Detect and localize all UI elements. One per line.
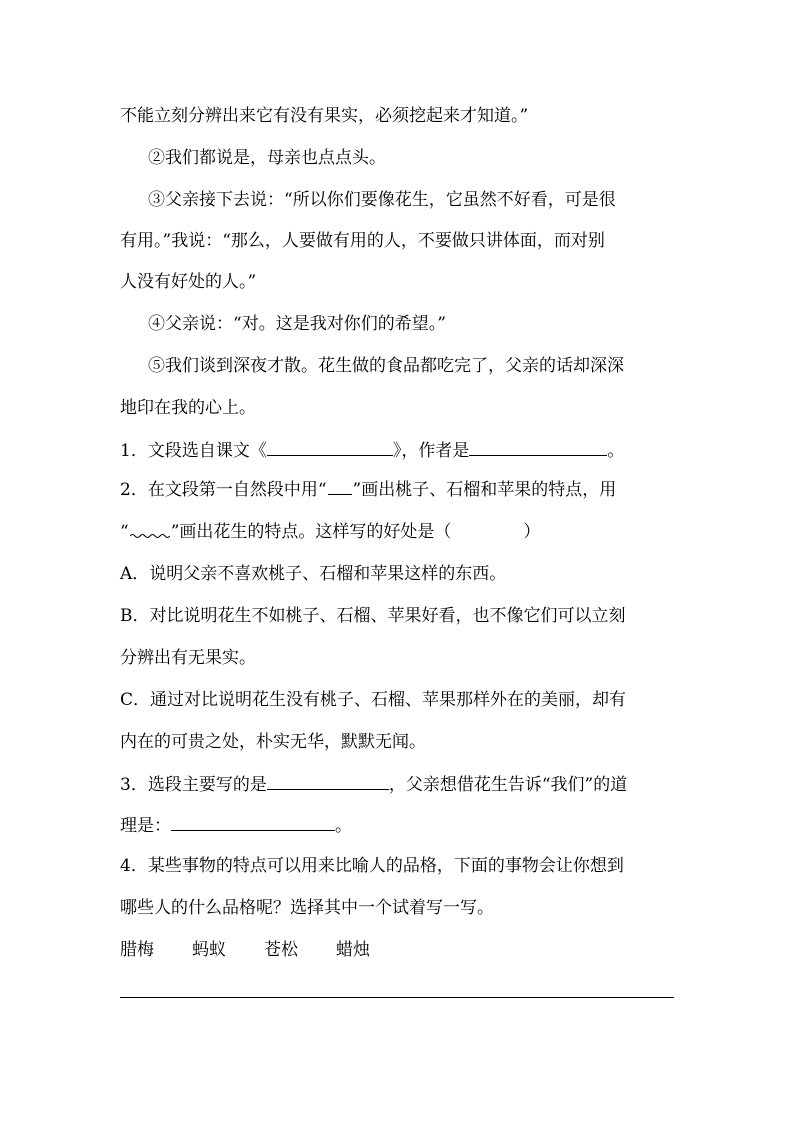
question-1 <box>120 437 680 461</box>
option-a: A．说明父亲不喜欢桃子、石榴和苹果这样的东西。 <box>120 564 507 584</box>
question-2 <box>120 478 680 502</box>
passage-line: 地印在我的心上。 <box>120 398 256 418</box>
passage-paragraph-4: ④父亲说：“对。这是我对你们的希望。” <box>148 314 446 334</box>
question-1-prefix: 1．文段选自课文《 <box>120 441 267 461</box>
passage-line: 有用。”我说：“那么，人要做有用的人，不要做只讲体面，而对别 <box>120 231 605 251</box>
word-item: 腊梅 <box>120 940 154 960</box>
word-item: 蚂蚁 <box>192 940 226 960</box>
passage-line: 不能立刻分辨出来它有没有果实，必须挖起来才知道。” <box>120 106 529 126</box>
passage-line: 人没有好处的人。” <box>120 272 257 292</box>
passage-paragraph-5: ⑤我们谈到深夜才散。花生做的食品都吃完了，父亲的话却深深 <box>148 356 624 376</box>
straight-underline-mark <box>328 478 352 495</box>
question-3-line-2-prefix: 理是： <box>120 816 171 836</box>
lesson-title-blank[interactable] <box>267 437 393 456</box>
word-list <box>120 938 680 962</box>
question-3-end: 。 <box>335 816 352 836</box>
question-2-prefix: 2．在文段第一自然段中用“ <box>120 480 327 500</box>
option-b: B．对比说明花生不如桃子、石榴、苹果好看，也不像它们可以立刻 <box>120 606 626 626</box>
question-2-line-2-text: ”画出花生的特点。这样写的好处是（ <box>170 522 452 542</box>
question-1-mid: 》，作者是 <box>392 441 470 461</box>
question-3-suffix: ，父亲想借花生告诉“我们”的道 <box>388 775 628 795</box>
passage-paragraph-2: ②我们都说是，母亲也点点头。 <box>148 148 386 168</box>
question-1-end: 。 <box>607 441 625 461</box>
option-c: C．通过对比说明花生没有桃子、石榴、苹果那样外在的美丽，却有 <box>120 690 627 710</box>
author-blank[interactable] <box>469 437 607 456</box>
moral-blank[interactable] <box>171 812 335 831</box>
wavy-underline-mark <box>130 521 170 537</box>
main-content-blank[interactable] <box>267 771 389 790</box>
option-c-line-2: 内在的可贵之处，朴实无华，默默无闻。 <box>120 732 426 752</box>
word-item: 苍松 <box>264 940 298 960</box>
word-item: 蜡烛 <box>336 940 370 960</box>
option-b-line-2: 分辨出有无果实。 <box>120 648 256 668</box>
question-4: 4．某些事物的特点可以用来比喻人的品格，下面的事物会让你想到 <box>120 856 624 876</box>
passage-paragraph-3: ③父亲接下去说：“所以你们要像花生，它虽然不好看，可是很 <box>148 190 616 210</box>
question-2-open-quote: “ <box>120 522 129 542</box>
question-3-prefix: 3．选段主要写的是 <box>120 775 267 795</box>
writing-answer-line[interactable] <box>120 997 674 998</box>
question-4-line-2: 哪些人的什么品格呢？选择其中一个试着写一写。 <box>120 898 494 918</box>
question-2-suffix: ”画出桃子、石榴和苹果的特点，用 <box>352 480 617 500</box>
question-3-line-2 <box>120 812 680 836</box>
question-3 <box>120 771 680 795</box>
question-2-close-paren: ） <box>523 522 541 542</box>
question-2-line-2 <box>120 520 680 544</box>
